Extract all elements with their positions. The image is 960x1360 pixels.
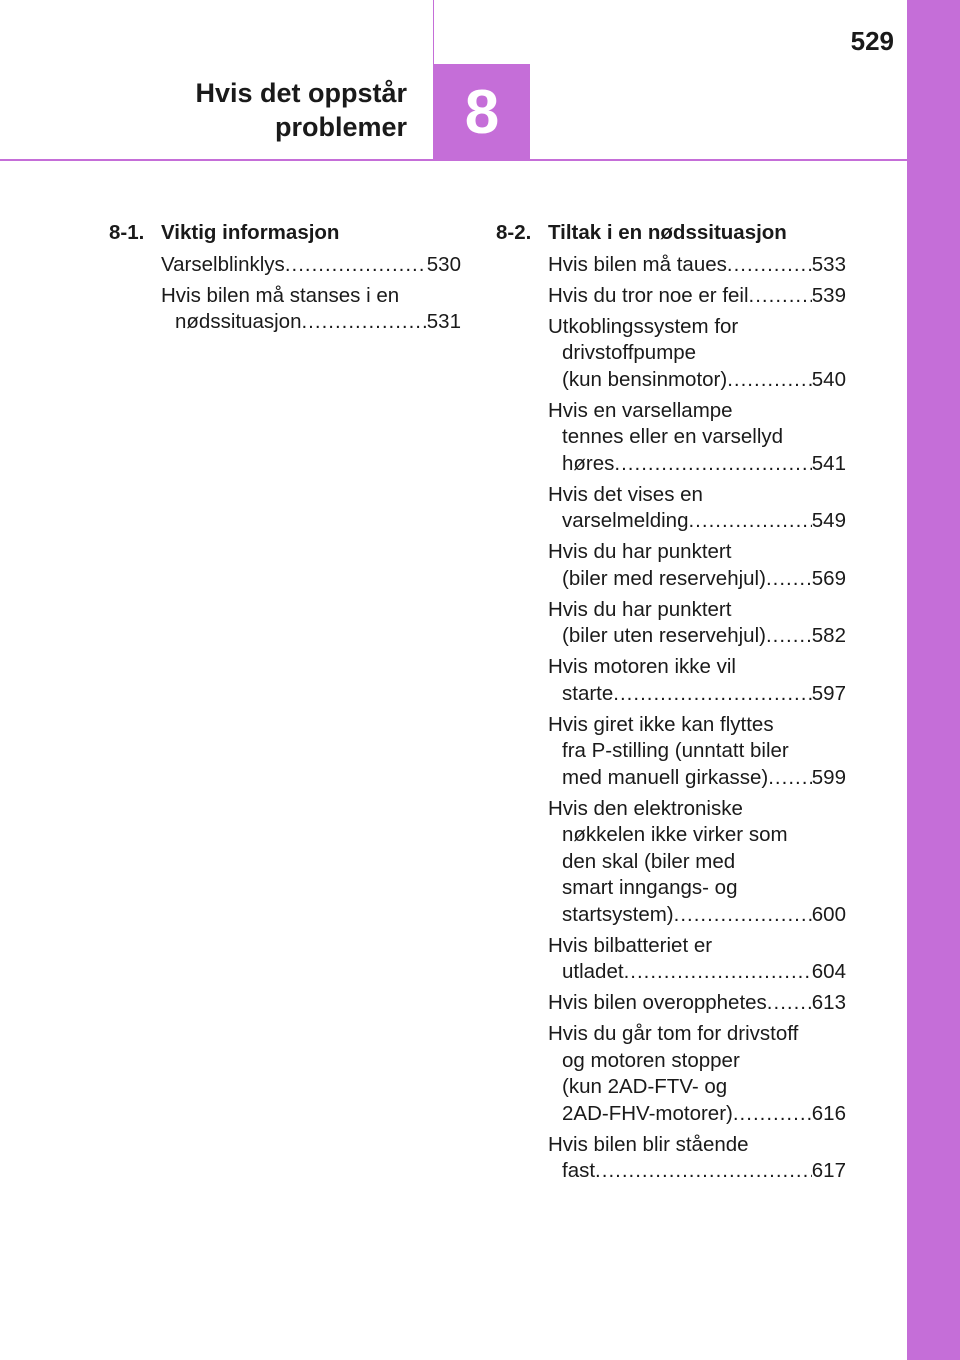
dot-leader	[727, 367, 812, 394]
toc-entry-text: med manuell girkasse)	[562, 765, 769, 789]
dot-leader	[766, 566, 812, 593]
toc-entry[interactable]	[161, 283, 461, 336]
toc-entry[interactable]	[548, 539, 846, 592]
toc-entry-text: fast	[562, 1159, 596, 1182]
toc-entry[interactable]	[548, 597, 846, 650]
toc-entry-text: Hvis bilen blir stående	[548, 1132, 749, 1156]
toc-entry-text: (kun 2AD-FTV- og	[562, 1075, 728, 1098]
toc-entry-text: drivstoffpumpe	[562, 341, 697, 364]
toc-entry-text: Hvis bilen overopphetes	[548, 991, 767, 1014]
toc-entry[interactable]	[548, 314, 846, 394]
toc-entry-text: og motoren stopper	[562, 1048, 740, 1072]
toc-entry[interactable]	[548, 654, 846, 707]
toc-entry-text: tennes eller en varsellyd	[562, 425, 784, 448]
dot-leader	[766, 623, 812, 650]
toc-page-number: 597	[811, 681, 846, 705]
dot-leader	[674, 902, 812, 929]
toc-entry[interactable]	[548, 1021, 846, 1127]
toc-entry-text: høres	[562, 451, 615, 475]
dot-leader	[613, 681, 812, 708]
dot-leader	[285, 252, 427, 279]
toc-entry[interactable]	[548, 252, 846, 279]
chapter-title	[67, 76, 407, 144]
toc-entry-text: Hvis giret ikke kan flyttes	[548, 712, 774, 736]
chapter-title-line2: problemer	[274, 112, 407, 142]
dot-leader	[688, 508, 811, 535]
toc-entry-text: Varselblinklys	[161, 252, 285, 276]
dot-leader	[624, 959, 812, 986]
toc-entry[interactable]	[548, 933, 846, 986]
section-title: Viktig informasjon	[161, 221, 340, 244]
toc-entry-text: Hvis du tror noe er feil	[548, 283, 749, 307]
toc-entry[interactable]	[548, 1132, 846, 1185]
toc-entry-text: nøkkelen ikke virker som	[562, 823, 788, 846]
toc-entry[interactable]	[161, 252, 461, 279]
toc-page-number: 549	[811, 509, 846, 532]
toc-entry-text: Hvis bilen må stanses i en	[161, 283, 400, 307]
dot-leader	[614, 451, 811, 478]
toc-entry[interactable]	[548, 990, 846, 1017]
toc-page-number: 541	[811, 451, 846, 475]
chapter-side-tab	[907, 0, 960, 1360]
toc-entry-text: Hvis bilen må taues	[548, 252, 727, 276]
toc-page-number: 617	[811, 1159, 846, 1182]
toc-page-number: 531	[426, 310, 461, 333]
toc-entry-text: varselmelding	[562, 509, 689, 532]
toc-page-number: 539	[811, 283, 846, 307]
toc-entry[interactable]	[548, 712, 846, 792]
dot-leader	[749, 283, 812, 310]
section-heading	[109, 220, 461, 247]
toc-entry-text: Utkoblingssystem for	[548, 314, 739, 338]
page-number: 529	[850, 26, 894, 56]
dot-leader	[733, 1101, 812, 1128]
toc-page-number: 530	[426, 252, 461, 276]
dot-leader	[767, 990, 812, 1017]
toc-entry-text: Hvis bilbatteriet er	[548, 933, 713, 957]
toc-entry-text: Hvis du har punktert	[548, 540, 732, 563]
section-number: 8-1.	[109, 221, 145, 244]
toc-page-number: 616	[811, 1101, 846, 1125]
toc-entry-text: utladet	[562, 960, 624, 983]
toc-page-number: 613	[811, 991, 846, 1014]
toc-page-number: 599	[811, 765, 846, 789]
toc-entry-text: startsystem)	[562, 902, 674, 926]
toc-entry-text: Hvis det vises en	[548, 482, 703, 506]
toc-page-number: 569	[811, 566, 846, 590]
toc-entry-text: Hvis en varsellampe	[548, 398, 733, 422]
toc-entry-text: fra P-stilling (unntatt biler	[562, 739, 789, 762]
toc-section-8-2	[496, 220, 846, 1189]
chapter-number-box	[434, 64, 530, 160]
section-title: Tiltak i en nødssituasjon	[548, 221, 787, 244]
toc-entry-text: smart inngangs- og	[562, 876, 738, 899]
toc-entry[interactable]	[548, 283, 846, 310]
toc-entry[interactable]	[548, 482, 846, 535]
toc-entry-text: den skal (biler med	[562, 849, 736, 873]
chapter-number: 8	[464, 77, 500, 147]
toc-entry-text: (biler med reservehjul)	[562, 566, 766, 590]
dot-leader	[595, 1158, 812, 1185]
toc-page-number: 540	[811, 367, 846, 391]
dot-leader	[768, 765, 812, 792]
section-heading	[496, 220, 846, 247]
toc-entry-text: Hvis du går tom for drivstoff	[548, 1022, 799, 1045]
dot-leader	[301, 309, 426, 336]
toc-page-number: 604	[811, 960, 846, 983]
toc-entry[interactable]	[548, 398, 846, 478]
toc-section-8-1	[109, 220, 461, 340]
toc-page-number: 533	[811, 252, 846, 276]
toc-entry-text: starte	[562, 681, 614, 705]
toc-entry[interactable]	[548, 796, 846, 929]
toc-entry-text: 2AD-FHV-motorer)	[562, 1101, 733, 1125]
toc-page-number: 600	[811, 902, 846, 926]
chapter-title-line1: Hvis det oppstår	[195, 78, 407, 108]
section-number: 8-2.	[496, 221, 532, 244]
toc-entry-text: (biler uten reservehjul)	[562, 624, 766, 647]
toc-page-number: 582	[811, 624, 846, 647]
toc-entry-text: Hvis den elektroniske	[548, 796, 743, 820]
toc-entry-text: Hvis motoren ikke vil	[548, 655, 736, 678]
dot-leader	[727, 252, 812, 279]
toc-entry-text: (kun bensinmotor)	[562, 367, 728, 391]
toc-entry-text: Hvis du har punktert	[548, 597, 732, 621]
toc-entry-text: nødssituasjon	[175, 310, 302, 333]
